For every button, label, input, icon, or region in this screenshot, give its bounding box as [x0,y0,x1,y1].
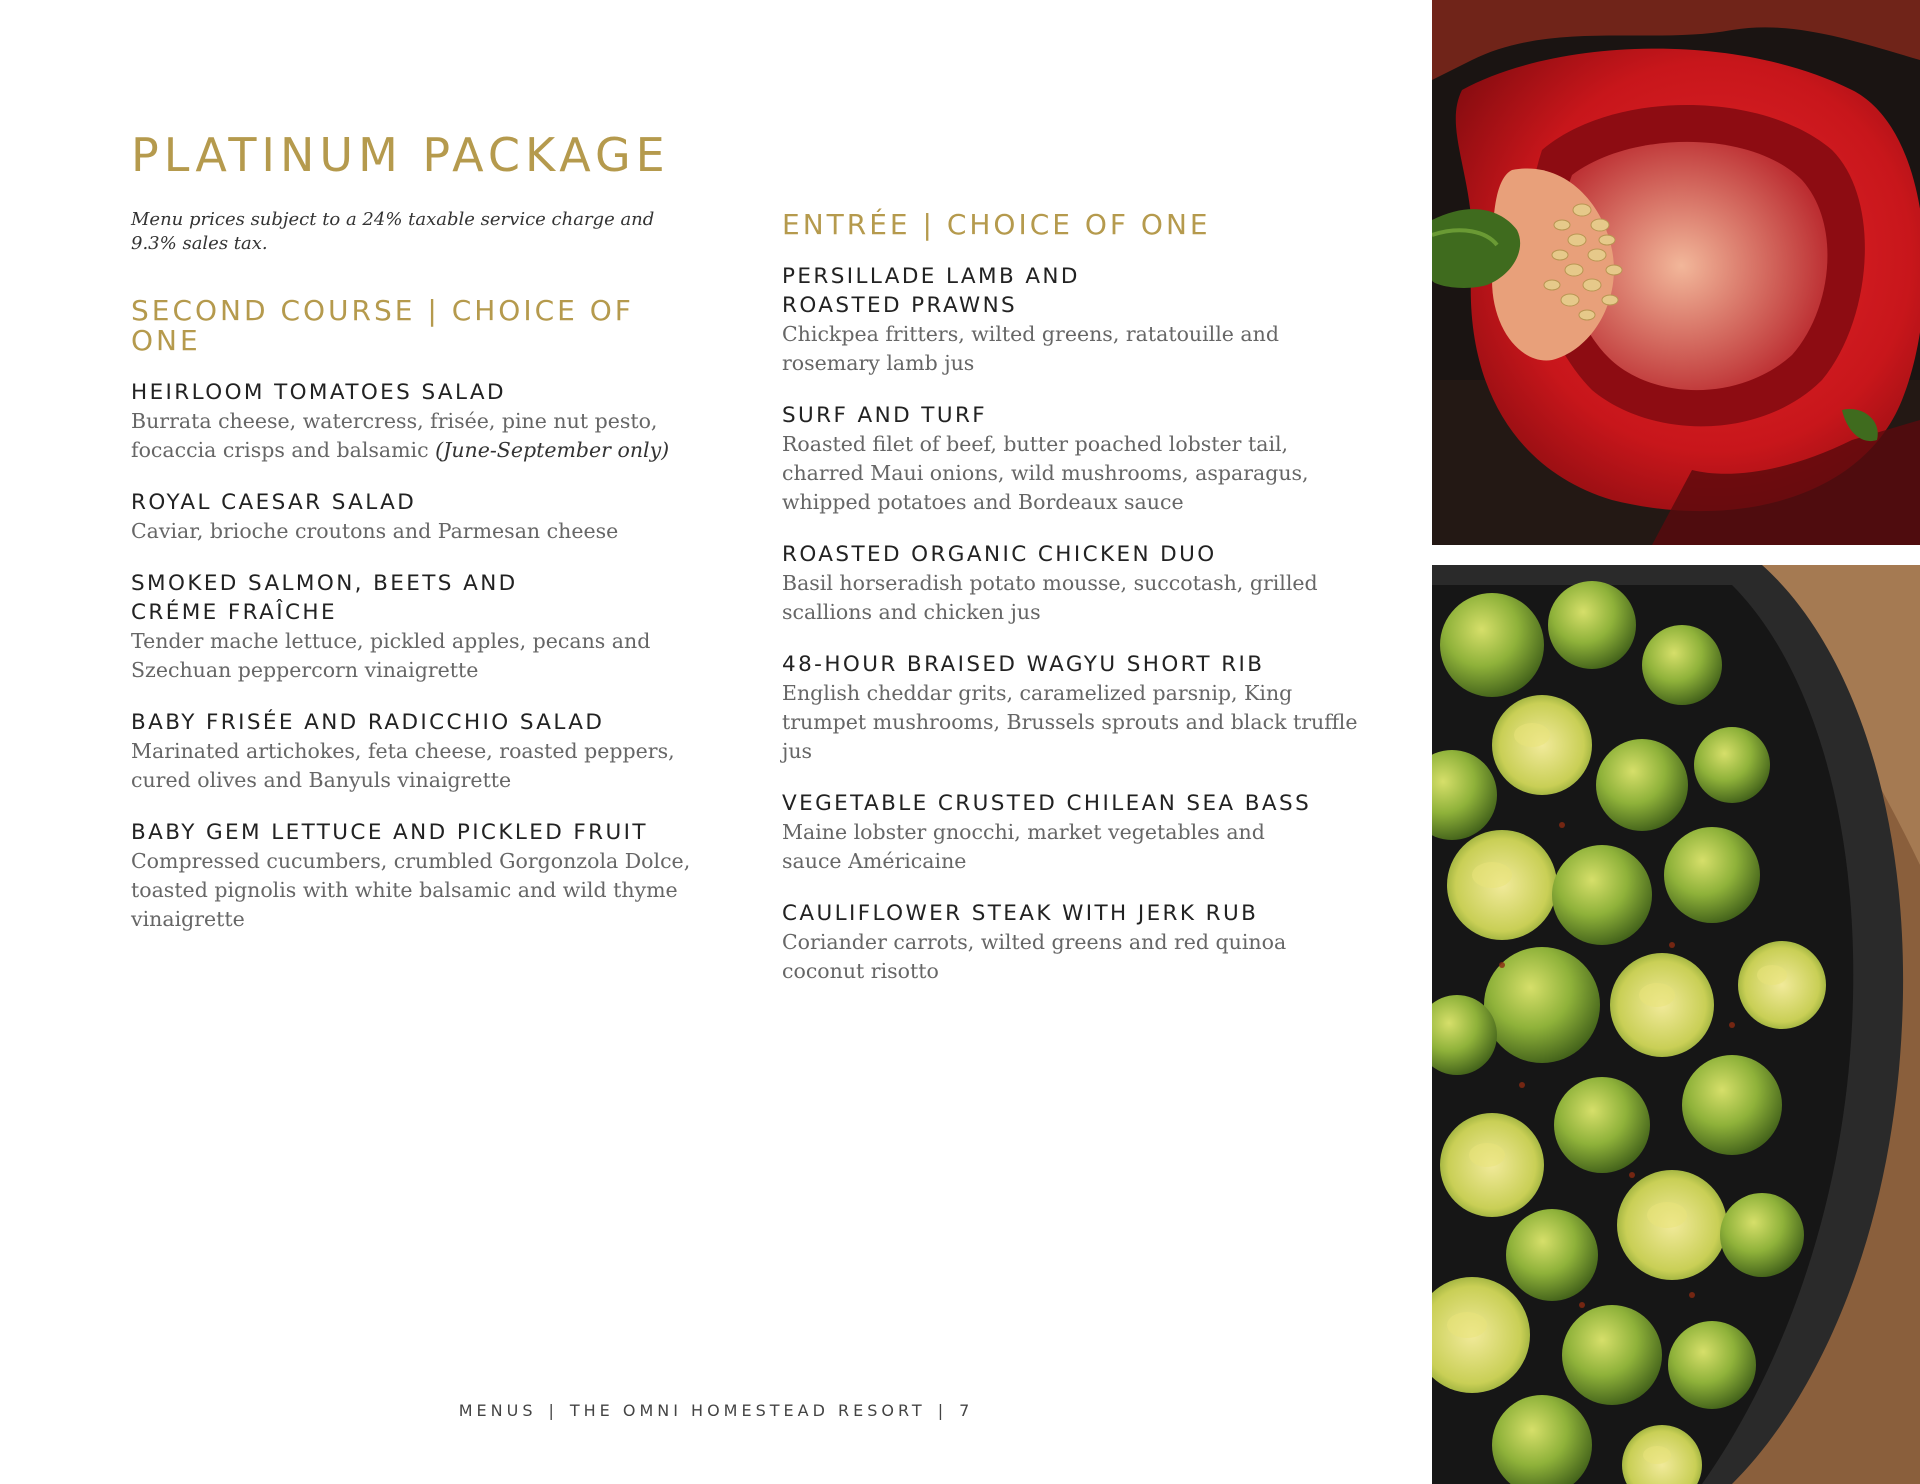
price-disclaimer: Menu prices subject to a 24% taxable service charge and 9.3% sales tax. [131,209,655,254]
item-description: Maine lobster gnocchi, market vegetables and sauce Américaine [782,820,1265,873]
item-description: Marinated artichokes, feta cheese, roasted peppers, cured olives and Banyuls vinaigrette [131,739,675,792]
footer-separator: | [937,1401,948,1420]
red-bell-pepper-photo [1432,0,1920,545]
footer-resort-name: THE OMNI HOMESTEAD RESORT [569,1401,926,1420]
item-name: BABY GEM LETTUCE AND PICKLED FRUIT [131,820,648,845]
item-description: Basil horseradish potato mousse, succotash, grilled scallions and chicken jus [782,571,1318,624]
item-description [131,407,721,465]
item-description: Tender mache lettuce, pickled apples, pecans and Szechuan peppercorn vinaigrette [131,629,651,682]
red-bell-pepper-illustration [1432,0,1920,545]
item-name: 48-HOUR BRAISED WAGYU SHORT RIB [782,652,1265,677]
menu-item [782,540,1372,627]
item-seasonal-note: (June-September only) [435,438,670,462]
item-name: VEGETABLE CRUSTED CHILEAN SEA BASS [782,791,1312,816]
page-title: PLATINUM PACKAGE [131,128,670,182]
item-description-text: Burrata cheese, watercress, frisée, pine nut pesto, focaccia crisps and balsamic [131,409,658,462]
item-name: HEIRLOOM TOMATOES SALAD [131,380,506,405]
item-name: PERSILLADE LAMB AND ROASTED PRAWNS [782,264,1080,318]
item-description: English cheddar grits, caramelized parsnip, King trumpet mushrooms, Brussels sprouts and black truffle jus [782,681,1358,763]
menu-item [131,708,721,795]
menu-item [782,650,1372,766]
footer-separator: | [548,1401,558,1420]
menu-item [782,262,1372,378]
item-description: Compressed cucumbers, crumbled Gorgonzola Dolce, toasted pignolis with white balsamic and wild thyme vinaigrette [131,849,691,931]
menu-item [131,488,721,546]
menu-item [131,378,721,465]
item-description: Roasted filet of beef, butter poached lobster tail, charred Maui onions, wild mushrooms, asparagus, whipped potatoes and Bordeaux sauce [782,432,1309,514]
entree-section [782,210,1372,1009]
item-description: Coriander carrots, wilted greens and red quinoa coconut risotto [782,930,1287,983]
item-description: Chickpea fritters, wilted greens, ratatouille and rosemary lamb jus [782,322,1279,375]
footer-section-label: MENUS [458,1401,537,1420]
page-footer [0,1401,1432,1420]
item-name: ROYAL CAESAR SALAD [131,490,417,515]
section-heading: SECOND COURSE | CHOICE OF ONE [131,294,634,357]
menu-item [131,818,721,934]
menu-item [131,569,721,685]
brussels-sprouts-skillet-illustration [1432,565,1920,1484]
menu-item [782,899,1372,986]
item-name: BABY FRISÉE AND RADICCHIO SALAD [131,710,605,735]
item-description: Caviar, brioche croutons and Parmesan cheese [131,519,619,543]
section-heading: ENTRÉE | CHOICE OF ONE [782,208,1211,241]
menu-item [782,401,1372,517]
menu-item [782,789,1372,876]
item-name: CAULIFLOWER STEAK WITH JERK RUB [782,901,1259,926]
second-course-section [131,296,721,957]
brussels-sprouts-photo [1432,565,1920,1484]
item-name: SMOKED SALMON, BEETS AND CRÉME FRAÎCHE [131,571,518,625]
item-name: ROASTED ORGANIC CHICKEN DUO [782,542,1217,567]
footer-page-number: 7 [959,1401,974,1420]
item-name: SURF AND TURF [782,403,988,428]
